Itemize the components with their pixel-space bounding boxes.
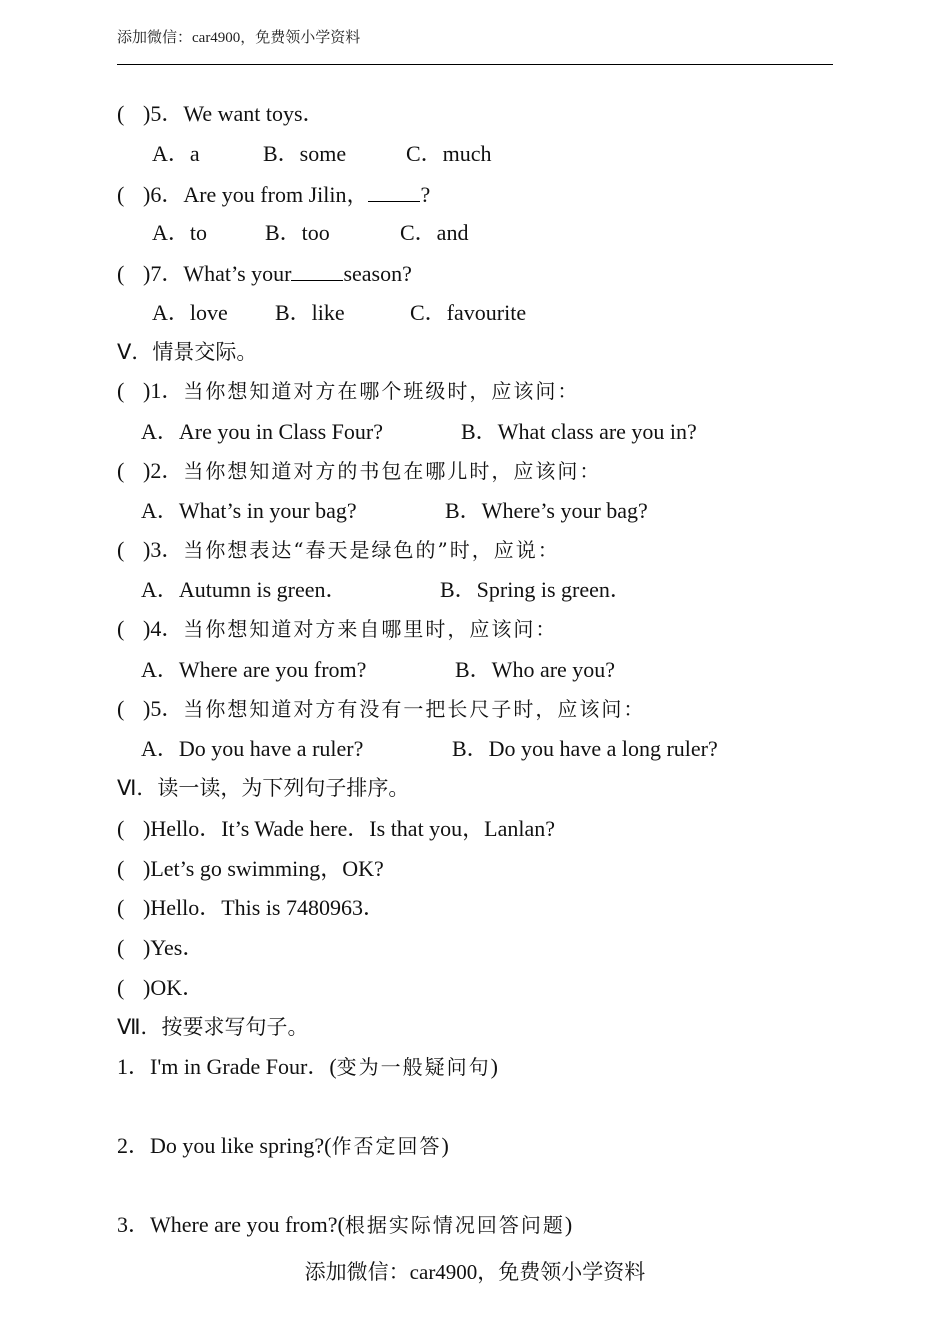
question-5-options bbox=[152, 141, 492, 167]
option-a: A．Are you in Class Four? bbox=[141, 419, 383, 444]
question-5: ( )5．We want toys． bbox=[117, 101, 325, 126]
option-c: C．favourite bbox=[410, 300, 527, 325]
page-header: 添加微信：car4900，免费领小学资料 bbox=[117, 30, 361, 46]
option-b: B．Do you have a long ruler? bbox=[452, 736, 718, 761]
situation-2: ( )2．当你想知道对方的书包在哪儿时，应该问： bbox=[117, 458, 602, 483]
answer-paren: ( bbox=[117, 458, 125, 483]
situation-4-options bbox=[141, 657, 615, 683]
option-a: A．a bbox=[152, 141, 200, 166]
option-a: A．Autumn is green． bbox=[141, 577, 348, 602]
situation-1-options bbox=[141, 419, 697, 445]
answer-paren: ( bbox=[117, 261, 125, 286]
dialogue-line: ( )Let’s go swimming，OK? bbox=[117, 856, 384, 881]
answer-paren: ( bbox=[117, 816, 125, 841]
situation-2-options bbox=[141, 498, 648, 524]
dialogue-line: ( )Hello．It’s Wade here．Is that you，Lanlan? bbox=[117, 816, 556, 841]
question-6-options bbox=[152, 220, 468, 246]
answer-paren: ( bbox=[117, 856, 125, 881]
section-5-title: V．情景交际。 bbox=[117, 340, 258, 364]
fill-blank bbox=[368, 181, 420, 202]
option-a: A．Where are you from? bbox=[141, 657, 367, 682]
situation-3: ( )3．当你想表达“春天是绿色的”时，应说： bbox=[117, 537, 560, 562]
answer-paren: ( bbox=[117, 537, 125, 562]
rewrite-item-1: 1．I'm in Grade Four．(变为一般疑问句) bbox=[117, 1054, 498, 1079]
situation-3-options bbox=[141, 577, 632, 603]
question-7-options bbox=[152, 300, 526, 326]
option-a: A．What’s in your bag? bbox=[141, 498, 357, 523]
answer-paren: ( bbox=[117, 975, 125, 1000]
answer-paren: ( bbox=[117, 616, 125, 641]
option-b: B．What class are you in? bbox=[461, 419, 697, 444]
option-c: C．and bbox=[400, 220, 469, 245]
option-b: B．too bbox=[265, 220, 330, 245]
answer-paren: ( bbox=[117, 182, 125, 207]
dialogue-line: ( )OK． bbox=[117, 975, 205, 1000]
answer-paren: ( bbox=[117, 895, 125, 920]
answer-paren: ( bbox=[117, 935, 125, 960]
answer-paren: ( bbox=[117, 378, 125, 403]
question-7: ( )7．What’s your season? bbox=[117, 261, 412, 286]
dialogue-line: ( )Yes． bbox=[117, 935, 205, 960]
section-7-title: Ⅶ．按要求写句子。 bbox=[117, 1015, 309, 1039]
situation-4: ( )4．当你想知道对方来自哪里时，应该问： bbox=[117, 616, 558, 641]
dialogue-line: ( )Hello．This is 7480963． bbox=[117, 895, 385, 920]
page-footer: 添加微信：car4900，免费领小学资料 bbox=[304, 1260, 646, 1284]
question-6: ( )6．Are you from Jilin， ? bbox=[117, 182, 431, 207]
header-divider bbox=[117, 64, 833, 65]
situation-5-options bbox=[141, 736, 718, 762]
rewrite-item-2: 2．Do you like spring?(作否定回答) bbox=[117, 1133, 449, 1158]
option-b: B．like bbox=[275, 300, 345, 325]
answer-paren: ( bbox=[117, 101, 125, 126]
option-b: B．Where’s your bag? bbox=[445, 498, 648, 523]
option-a: A．love bbox=[152, 300, 228, 325]
option-a: A．to bbox=[152, 220, 208, 245]
option-c: C．much bbox=[406, 141, 492, 166]
situation-5: ( )5．当你想知道对方有没有一把长尺子时，应该问： bbox=[117, 696, 646, 721]
option-b: B．some bbox=[263, 141, 347, 166]
option-b: B．Who are you? bbox=[455, 657, 616, 682]
option-b: B．Spring is green． bbox=[440, 577, 632, 602]
section-6-title: Ⅵ．读一读，为下列句子排序。 bbox=[117, 776, 410, 800]
fill-blank bbox=[291, 260, 343, 281]
answer-paren: ( bbox=[117, 696, 125, 721]
option-a: A．Do you have a ruler? bbox=[141, 736, 364, 761]
rewrite-item-3: 3．Where are you from?(根据实际情况回答问题) bbox=[117, 1212, 573, 1237]
situation-1: ( )1．当你想知道对方在哪个班级时，应该问： bbox=[117, 378, 580, 403]
